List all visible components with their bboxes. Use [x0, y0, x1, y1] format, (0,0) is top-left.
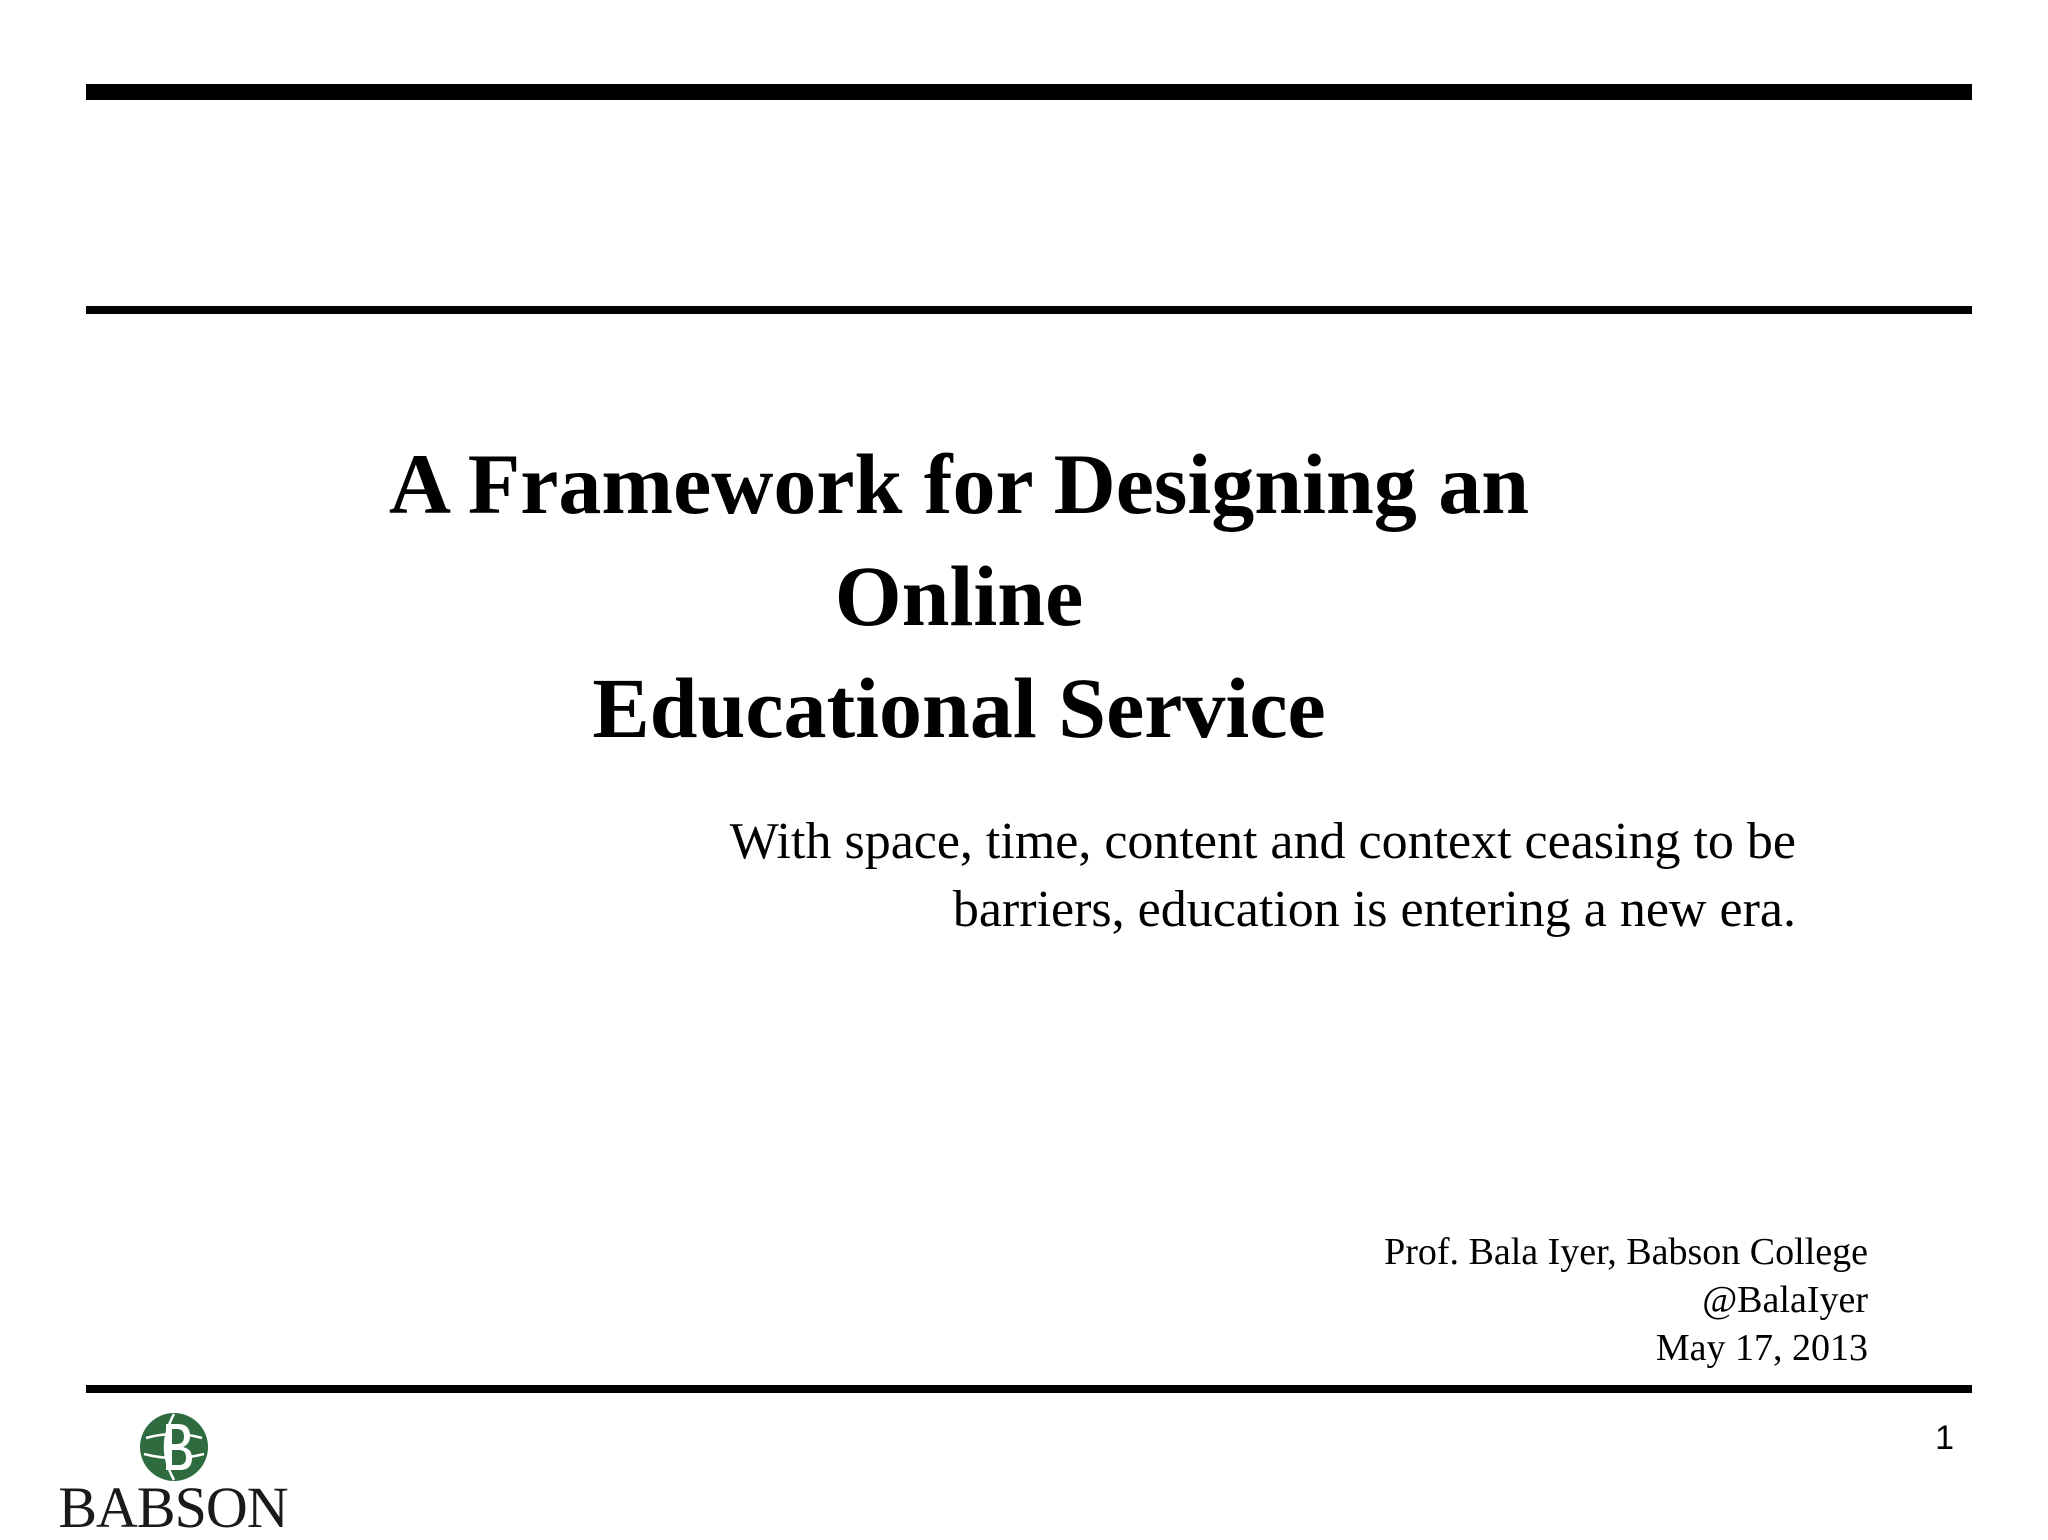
babson-logo — [48, 1410, 298, 1540]
slide-subtitle-line-2: barriers, education is entering a new era. — [952, 881, 1796, 938]
top-thin-rule — [86, 306, 1972, 314]
page-number: 1 — [1935, 1419, 1954, 1457]
author-handle: @BalaIyer — [1702, 1279, 1868, 1321]
top-thick-rule — [86, 84, 1972, 100]
author-byline — [968, 1228, 1868, 1372]
slide-title-line-1: A Framework for Designing an Online — [388, 436, 1530, 644]
slide-title — [86, 428, 1972, 764]
presentation-date: May 17, 2013 — [1655, 1327, 1868, 1369]
slide-subtitle-line-1: With space, time, content and context ceasing to be — [729, 813, 1796, 870]
babson-wordmark: BABSON — [58, 1475, 288, 1540]
babson-globe-b-emblem-icon — [136, 1410, 212, 1484]
slide-title-line-2: Educational Service — [592, 660, 1326, 756]
author-name: Prof. Bala Iyer, Babson College — [1384, 1231, 1868, 1273]
bottom-rule — [86, 1385, 1972, 1393]
slide-subtitle — [496, 808, 1796, 944]
